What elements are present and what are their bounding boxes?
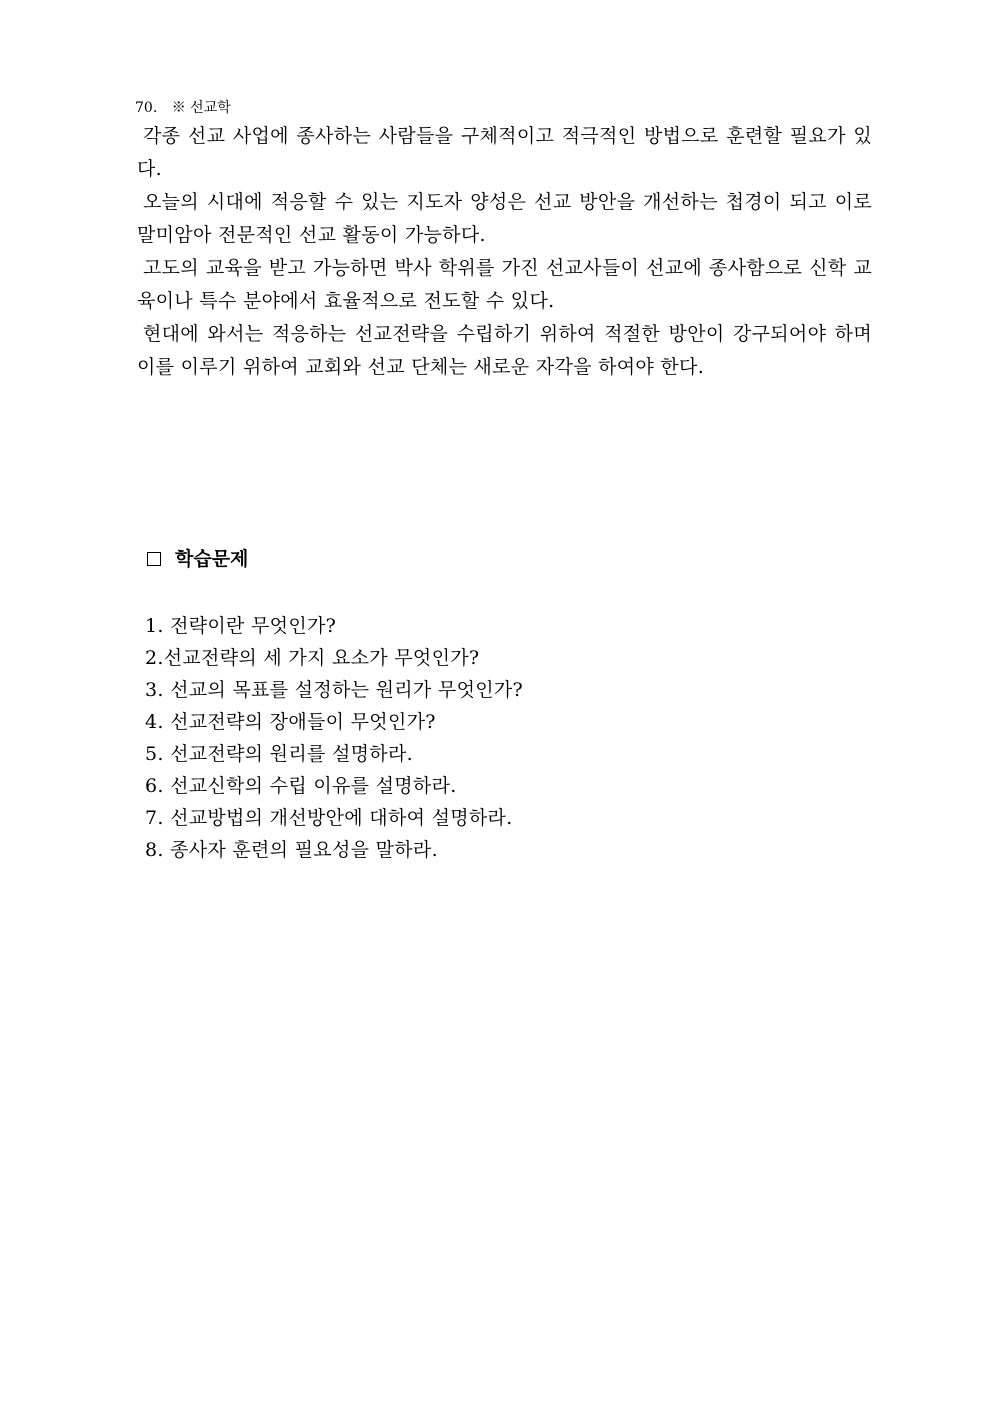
list-item: 6. 선교신학의 수립 이유를 설명하라.: [145, 775, 457, 797]
list-item: 4. 선교전략의 장애들이 무엇인가?: [145, 711, 436, 733]
list-item: 3. 선교의 목표를 설정하는 원리가 무엇인가?: [145, 679, 524, 701]
list-item: 7. 선교방법의 개선방안에 대하여 설명하라.: [145, 807, 513, 829]
question-list: [145, 610, 523, 866]
body-text: [137, 120, 872, 384]
subject-label: ※ 선교학: [171, 100, 231, 116]
paragraph: 오늘의 시대에 적응할 수 있는 지도자 양성은 선교 방안을 개선하는 첩경이 되고 이로 말미암아 전문적인 선교 활동이 가능하다.: [137, 191, 872, 246]
page-header: [135, 98, 231, 118]
section-title: 학습문제: [175, 548, 249, 570]
paragraph: 고도의 교육을 받고 가능하면 박사 학위를 가진 선교사들이 선교에 종사함으로 신학 교육이나 특수 분야에서 효율적으로 전도할 수 있다.: [137, 257, 872, 312]
checkbox-icon: [147, 552, 161, 566]
section-heading: [147, 544, 248, 574]
paragraph: 각종 선교 사업에 종사하는 사람들을 구체적이고 적극적인 방법으로 훈련할 필요가 있다.: [137, 125, 872, 180]
list-item: 8. 종사자 훈련의 필요성을 말하라.: [145, 839, 438, 861]
paragraph: 현대에 와서는 적응하는 선교전략을 수립하기 위하여 적절한 방안이 강구되어야 하며 이를 이루기 위하여 교회와 선교 단체는 새로운 자각을 하여야 한다.: [137, 323, 872, 378]
page-number: 70.: [135, 100, 158, 116]
list-item: 2.선교전략의 세 가지 요소가 무엇인가?: [145, 647, 480, 669]
list-item: 5. 선교전략의 원리를 설명하라.: [145, 743, 413, 765]
list-item: 1. 전략이란 무엇인가?: [145, 615, 337, 637]
